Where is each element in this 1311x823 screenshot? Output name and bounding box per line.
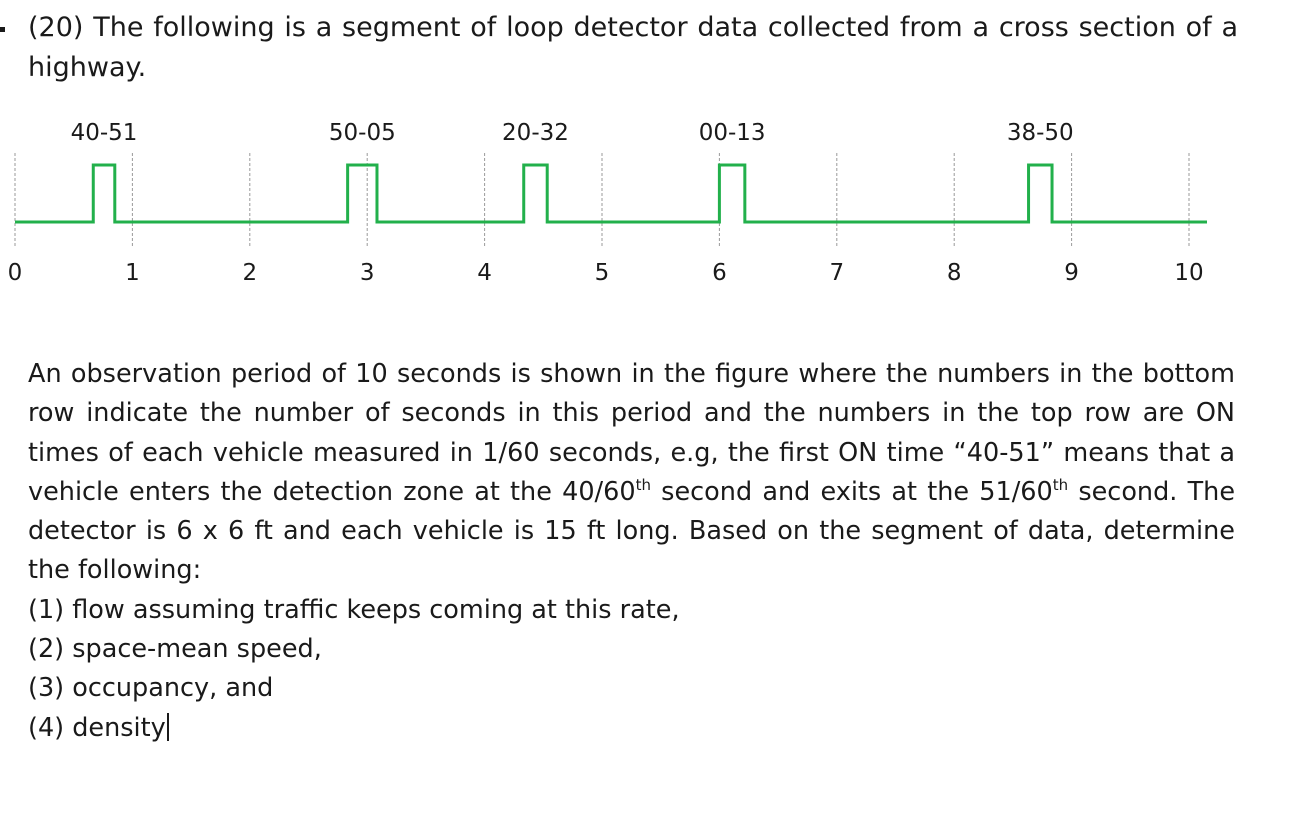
on-time-label-2: 50-05	[328, 120, 396, 146]
question-header: (20) The following is a segment of loop detector data collected from a cross section of a highway.	[28, 12, 1238, 83]
question-item-4-text: (4) density	[28, 712, 166, 743]
question-item-3: (3) occupancy, and	[28, 673, 274, 704]
text-cursor	[167, 713, 169, 741]
paragraph-part-1: An observation period of 10 seconds is shown in the figure where the numbers in the bottom row indicate the number of seconds in this period and the numbers in the top row are ON times of each vehicle measured in 1/60 seconds, e.g, the first ON time “40-51” means that a vehicle enters the detection zone at the 40/60	[28, 359, 1235, 507]
second-label-1: 1	[125, 260, 140, 286]
second-label-3: 3	[359, 260, 375, 286]
detector-signal-diagram	[0, 100, 1311, 300]
superscript-th-1: th	[635, 475, 651, 494]
on-time-label-1: 40-51	[70, 120, 138, 146]
second-label-7: 7	[829, 260, 845, 286]
second-label-2: 2	[242, 260, 258, 286]
question-item-4[interactable]	[28, 709, 1235, 748]
on-time-label-4: 00-13	[698, 120, 766, 146]
list-bullet	[0, 27, 5, 32]
second-label-9: 9	[1064, 260, 1079, 286]
on-time-label-5: 38-50	[1006, 120, 1074, 146]
problem-paragraph	[28, 355, 1235, 591]
paragraph-part-2: second and exits at the 51/60	[650, 476, 1053, 507]
superscript-th-2: th	[1052, 475, 1069, 494]
question-item-2: (2) space-mean speed,	[28, 634, 322, 665]
on-time-label-3: 20-32	[502, 120, 569, 146]
second-label-6: 6	[712, 260, 727, 286]
paragraph-part-3: second. The detector is 6 x 6 ft and each vehicle is 15 ft long. Based on the segment of data, determine the following:	[28, 476, 1236, 586]
second-label-8: 8	[946, 260, 962, 286]
second-label-10: 10	[1174, 260, 1204, 286]
question-item-1: (1) flow assuming traffic keeps coming at this rate,	[28, 594, 680, 625]
problem-body	[28, 355, 1235, 748]
loop-detector-figure	[0, 100, 1311, 300]
second-label-0: 0	[7, 260, 23, 286]
second-label-4: 4	[477, 260, 492, 286]
detector-signal-line	[15, 165, 1207, 222]
second-label-5: 5	[594, 260, 610, 286]
